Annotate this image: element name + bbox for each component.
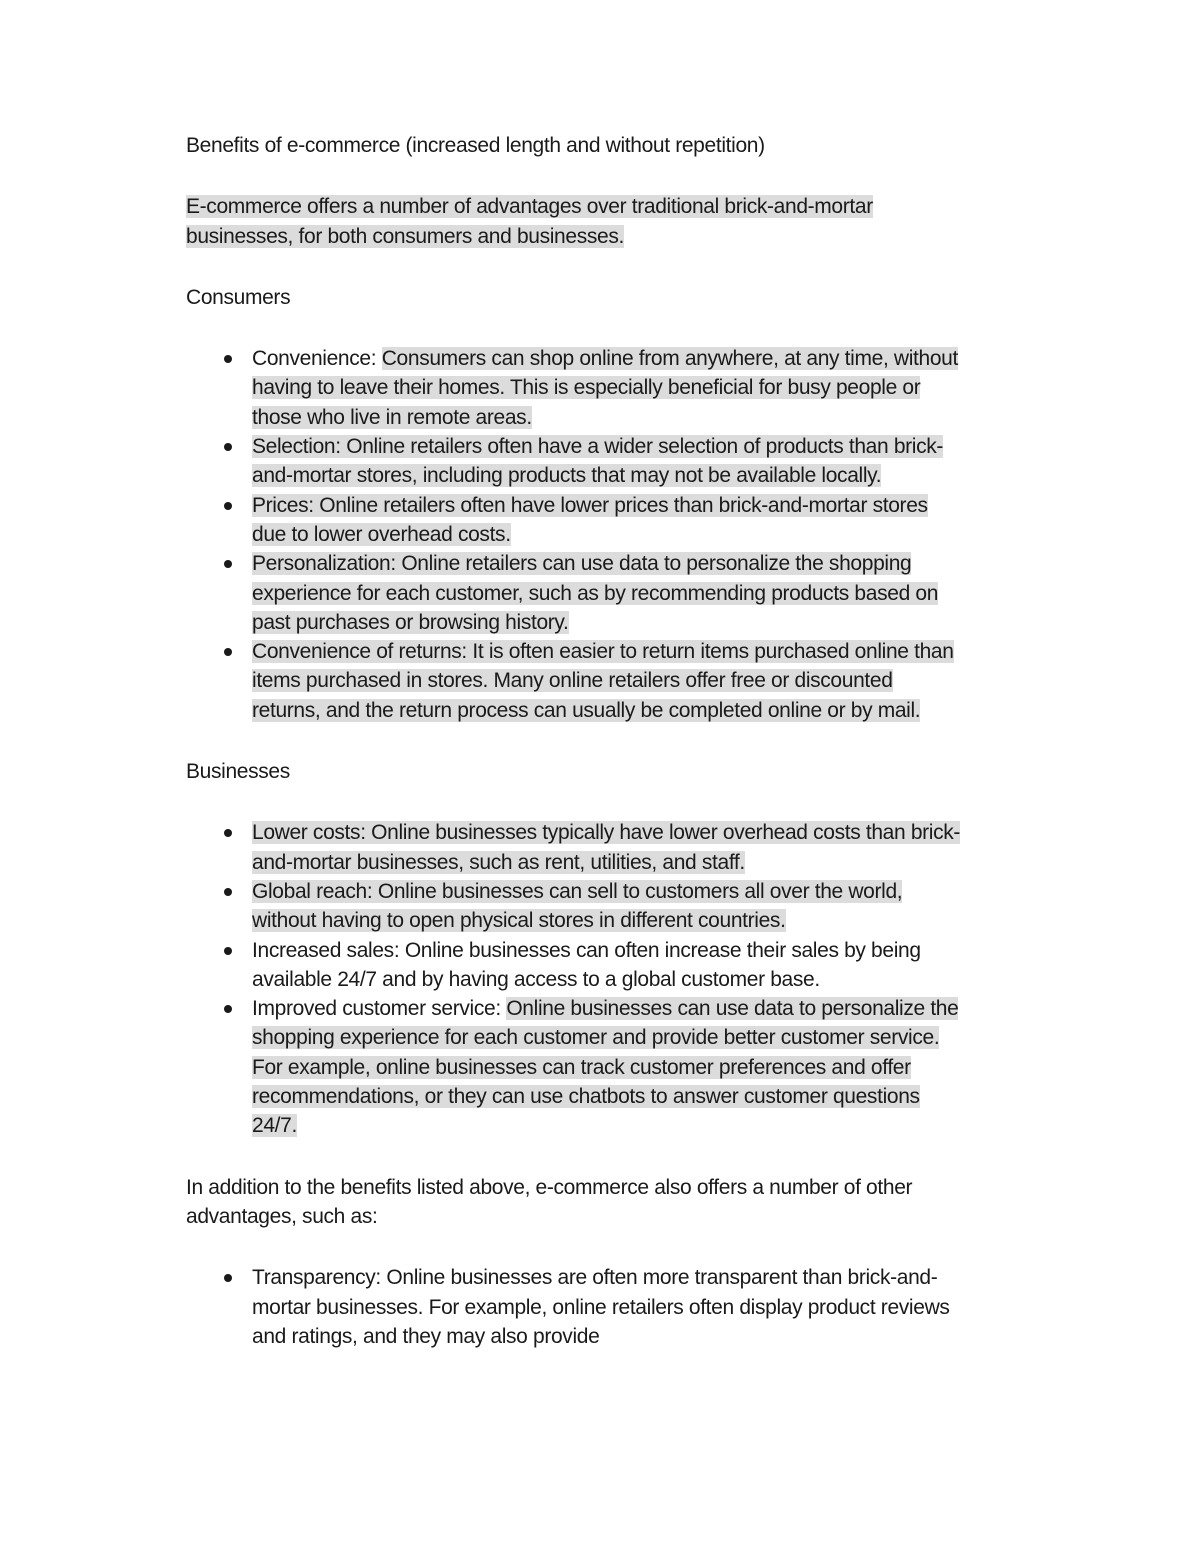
item-label: Selection: — [252, 435, 347, 459]
list-item — [186, 549, 966, 637]
consumers-heading: Consumers — [186, 285, 291, 309]
item-text: Online retailers often have lower prices than brick-and-mortar stores due to lower overhead costs. — [252, 493, 928, 546]
item-label: Prices: — [252, 493, 320, 517]
list-item — [186, 637, 966, 725]
intro-text: E-commerce offers a number of advantages over traditional brick-and-mortar businesses, for both consumers and businesses. — [186, 195, 873, 248]
list-item — [186, 491, 966, 550]
item-label: Transparency: — [252, 1266, 387, 1290]
item-label: Personalization: — [252, 552, 402, 576]
businesses-list — [186, 818, 966, 1140]
bullet-icon — [224, 560, 232, 568]
list-item — [186, 344, 966, 432]
list-item — [186, 936, 966, 995]
closing-paragraph: In addition to the benefits listed above, e-commerce also offers a number of other advantages, such as: — [186, 1175, 913, 1228]
bullet-icon — [224, 355, 232, 363]
list-item — [186, 432, 966, 491]
bullet-icon — [224, 648, 232, 656]
bullet-icon — [224, 1274, 232, 1282]
bullet-icon — [224, 1005, 232, 1013]
item-text: Online businesses are often more transparent than brick-and-mortar businesses. For example, online retailers often display product reviews and ratings, and they may also provide — [252, 1266, 950, 1348]
item-label: Improved customer service: — [252, 997, 507, 1021]
bullet-icon — [224, 443, 232, 451]
list-item — [186, 877, 966, 936]
bullet-icon — [224, 502, 232, 510]
item-label: Convenience of returns: — [252, 640, 473, 664]
list-item — [186, 1263, 966, 1351]
item-label: Increased sales: — [252, 938, 405, 962]
document-title: Benefits of e-commerce (increased length and without repetition) — [186, 134, 765, 157]
bullet-icon — [224, 888, 232, 896]
item-text: It is often easier to return items purchased online than items purchased in stores. Many online retailers offer free or discounted returns, and the return process can usually be completed online or by mail. — [252, 640, 954, 722]
item-label: Global reach: — [252, 879, 378, 903]
list-item — [186, 994, 966, 1140]
item-text: Online businesses can use data to personalize the shopping experience for each customer and provide better customer service. For example, online businesses can track customer preferences and offer recommendations, or they can use chatbots to answer customer questions 24/7. — [252, 997, 959, 1138]
item-text: Consumers can shop online from anywhere, at any time, without having to leave their homes. This is especially beneficial for busy people or those who live in remote areas. — [252, 347, 958, 429]
bullet-icon — [224, 829, 232, 837]
list-item — [186, 818, 966, 877]
other-advantages-list — [186, 1263, 966, 1351]
item-text: Online businesses typically have lower overhead costs than brick-and-mortar businesses, such as rent, utilities, and staff. — [252, 821, 961, 874]
item-text: Online retailers often have a wider selection of products than brick-and-mortar stores, including products that may not be available locally. — [252, 435, 944, 488]
item-text: Online businesses can often increase their sales by being available 24/7 and by having access to a global customer base. — [252, 938, 921, 991]
item-text: Online businesses can sell to customers all over the world, without having to open physical stores in different countries. — [252, 879, 903, 933]
consumers-list — [186, 344, 966, 725]
bullet-icon — [224, 947, 232, 955]
document-page — [186, 131, 966, 1383]
item-text: Online retailers can use data to personalize the shopping experience for each customer, such as by recommending products based on past purchases or browsing history. — [252, 552, 939, 634]
item-label: Lower costs: — [252, 821, 372, 845]
item-label: Convenience: — [252, 347, 382, 371]
intro-paragraph — [186, 192, 966, 251]
businesses-heading: Businesses — [186, 760, 290, 784]
